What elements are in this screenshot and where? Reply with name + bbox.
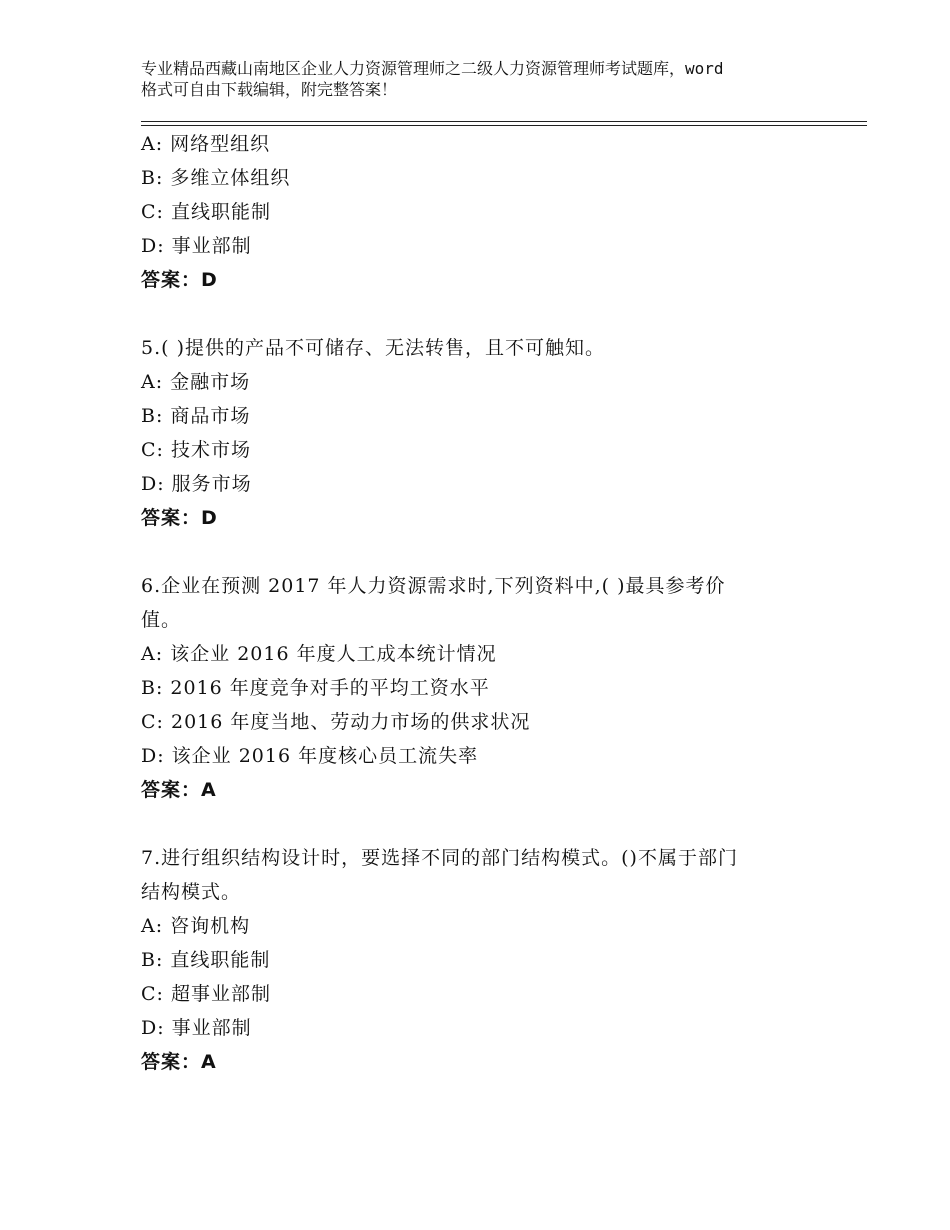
question-7 <box>141 841 841 1079</box>
question-stem-line-2: 结构模式。 <box>141 881 242 903</box>
option-c: C: 超事业部制 <box>141 983 271 1005</box>
answer-label: 答案：A <box>141 779 217 801</box>
header-rule-bottom <box>141 125 867 126</box>
option-d: D: 服务市场 <box>141 473 252 495</box>
option-b: B: 2016 年度竞争对手的平均工资水平 <box>141 677 490 699</box>
option-a: A: 金融市场 <box>141 371 251 393</box>
option-a: A: 网络型组织 <box>141 133 271 155</box>
question-6 <box>141 569 841 807</box>
option-c: C: 直线职能制 <box>141 201 271 223</box>
option-b: B: 商品市场 <box>141 405 251 427</box>
question-stem: 5.( )提供的产品不可储存、无法转售，且不可触知。 <box>141 337 605 359</box>
header-rule-top <box>141 121 867 122</box>
answer-label: 答案：D <box>141 269 218 291</box>
option-d: D: 该企业 2016 年度核心员工流失率 <box>141 745 479 767</box>
option-d: D: 事业部制 <box>141 235 252 257</box>
header-line-2: 格式可自由下载编辑，附完整答案！ <box>141 80 398 99</box>
question-stem-line-2: 值。 <box>141 609 182 631</box>
question-stem-line-1: 7.进行组织结构设计时，要选择不同的部门结构模式。()不属于部门 <box>141 847 738 869</box>
option-c: C: 技术市场 <box>141 439 251 461</box>
option-b: B: 直线职能制 <box>141 949 271 971</box>
option-a: A: 咨询机构 <box>141 915 251 937</box>
header-line-1: 专业精品西藏山南地区企业人力资源管理师之二级人力资源管理师考试题库，word <box>141 59 724 78</box>
answer-label: 答案：A <box>141 1051 217 1073</box>
question-4 <box>141 127 841 297</box>
answer-label: 答案：D <box>141 507 218 529</box>
document-header <box>141 58 841 100</box>
option-b: B: 多维立体组织 <box>141 167 291 189</box>
option-d: D: 事业部制 <box>141 1017 252 1039</box>
option-a: A: 该企业 2016 年度人工成本统计情况 <box>141 643 497 665</box>
question-stem-line-1: 6.企业在预测 2017 年人力资源需求时,下列资料中,( )最具参考价 <box>141 575 726 597</box>
question-list <box>141 127 841 1079</box>
question-5 <box>141 331 841 535</box>
option-c: C: 2016 年度当地、劳动力市场的供求状况 <box>141 711 531 733</box>
